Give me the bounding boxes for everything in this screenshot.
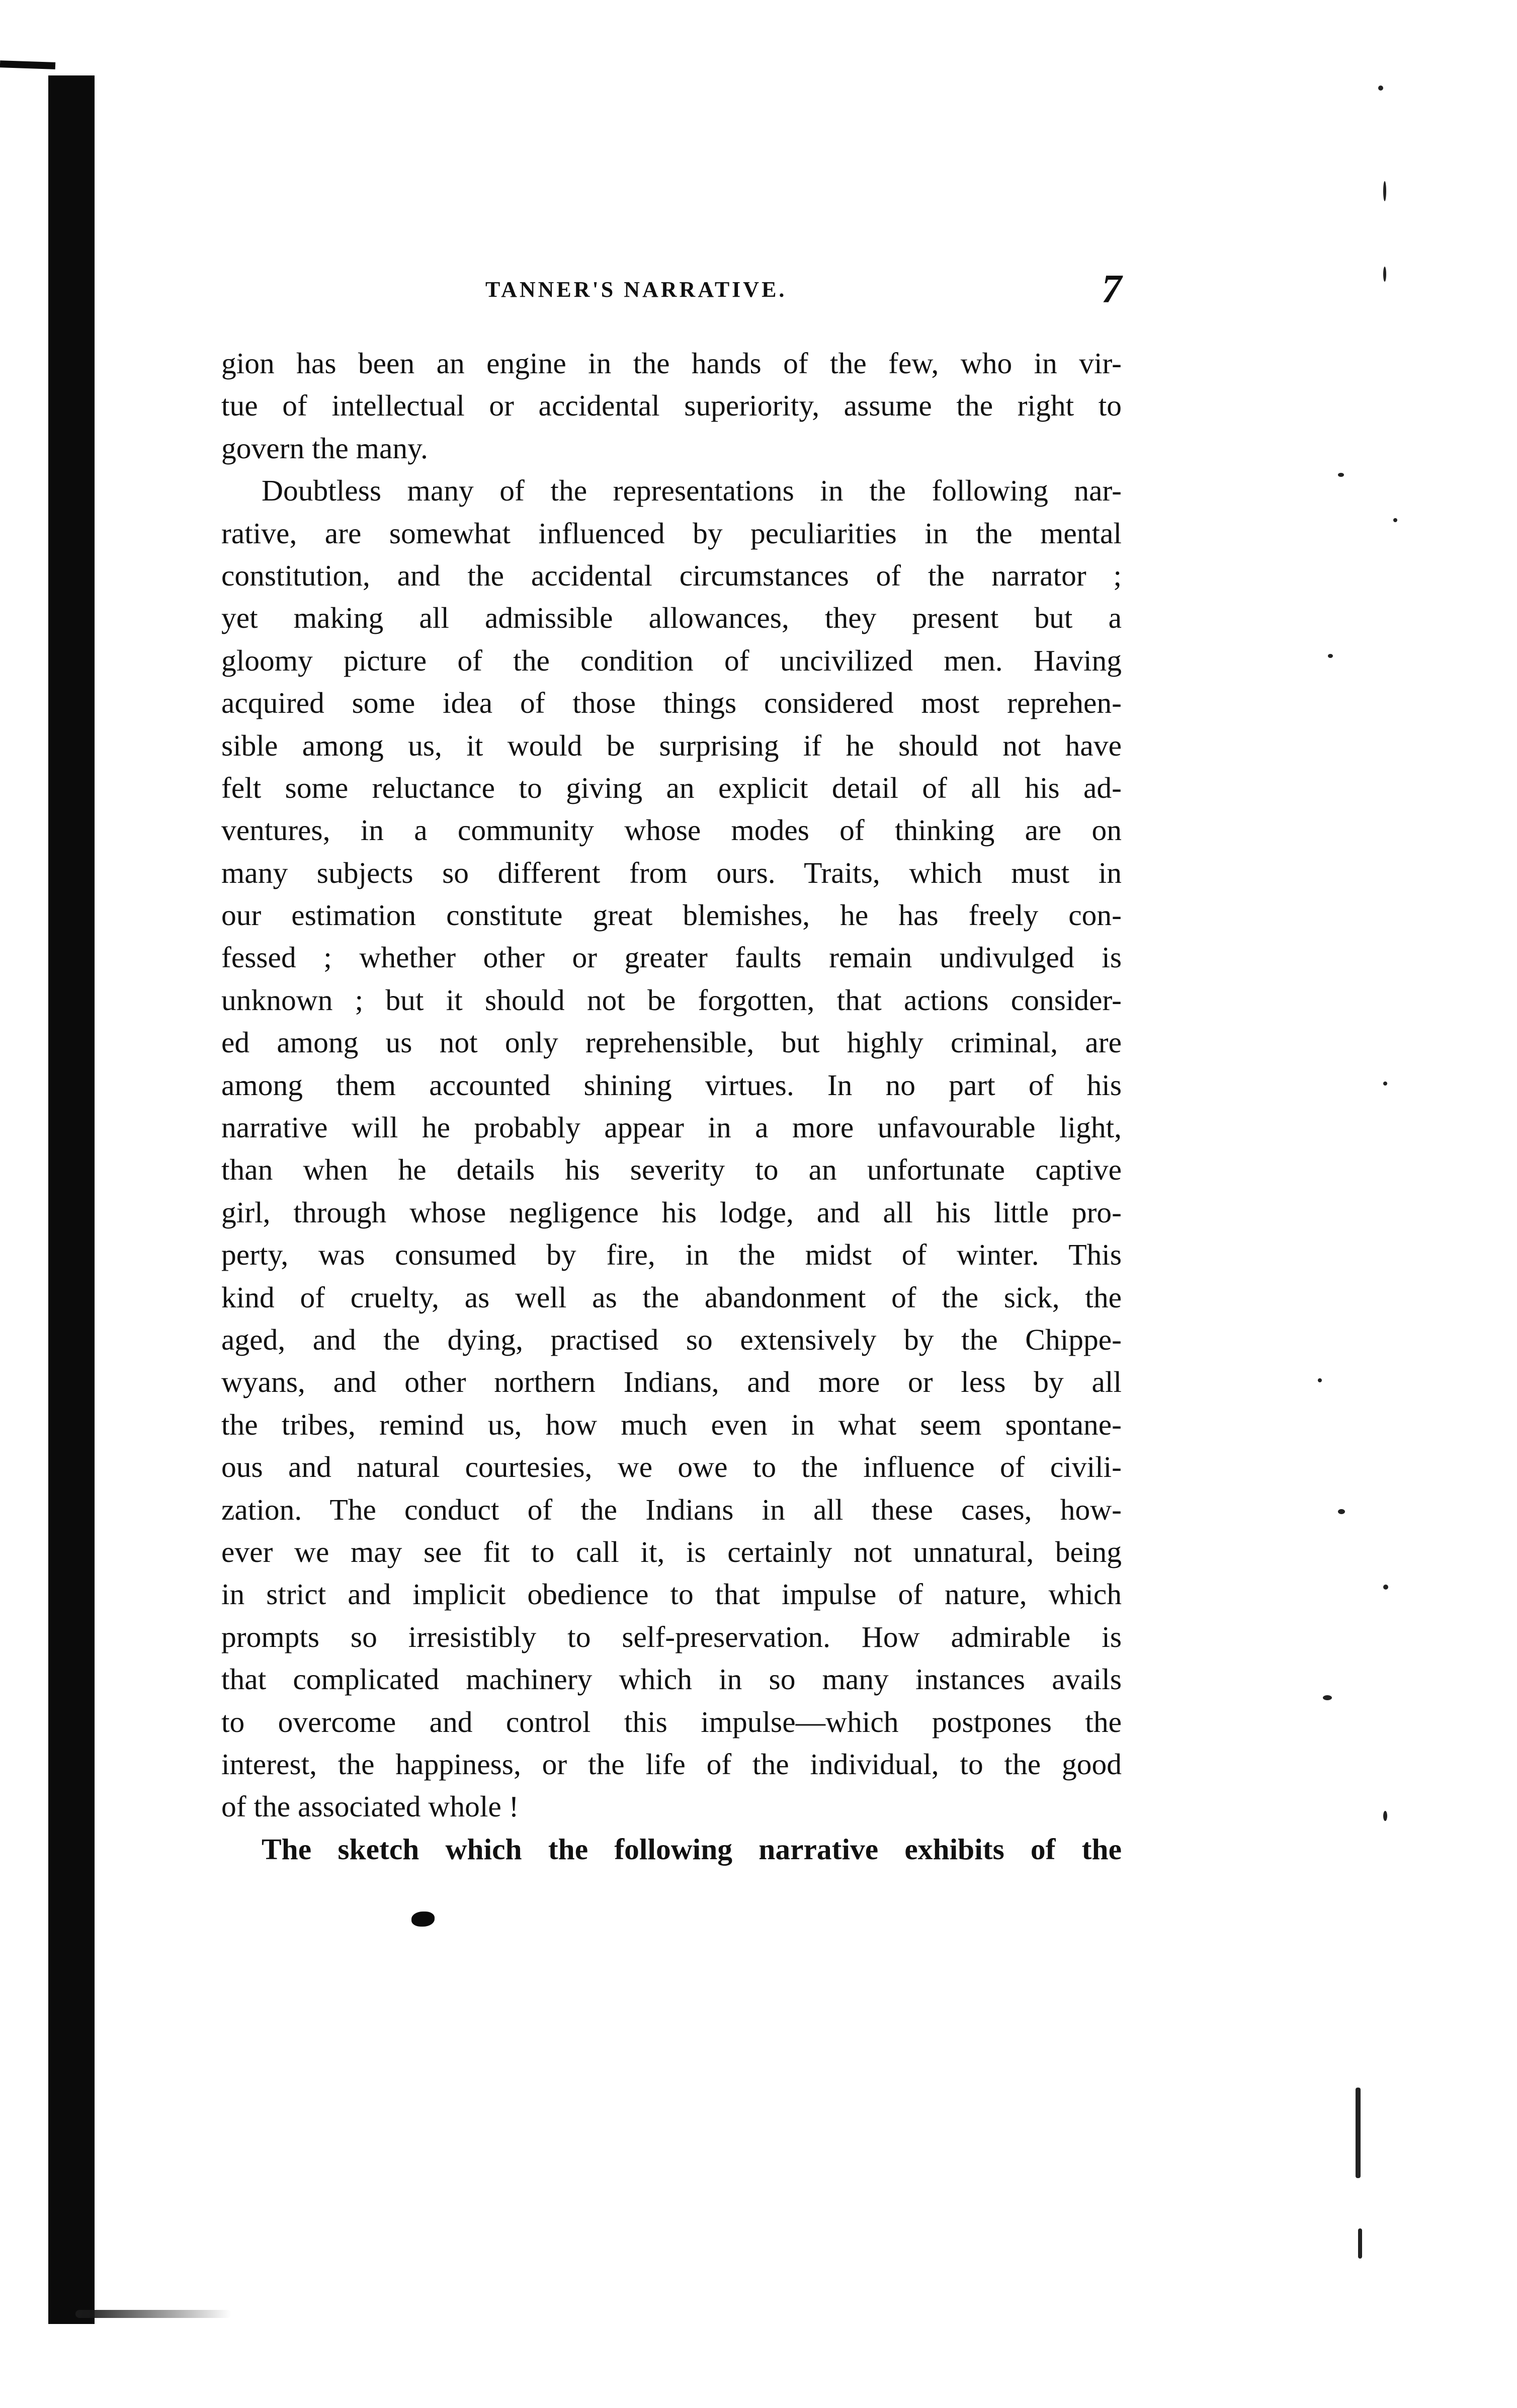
text-line: than when he details his severity to an unfortunate captive	[221, 1153, 1122, 1187]
page-number: 7	[1102, 267, 1122, 311]
text-line: sible among us, it would be surprising if he should not have	[221, 728, 1122, 762]
text-line: gion has been an engine in the hands of the few, who in vir-	[221, 347, 1122, 380]
text-line: wyans, and other northern Indians, and more or less by all	[221, 1365, 1122, 1399]
text-line: The sketch which the following narrative exhibits of the	[262, 1832, 1122, 1866]
scan-noise-edge	[1308, 75, 1428, 2314]
text-line: constitution, and the accidental circumstances of the narrator ;	[221, 558, 1122, 592]
text-line: kind of cruelty, as well as the abandonment of the sick, the	[221, 1280, 1122, 1314]
page-binding-edge	[48, 75, 95, 2324]
text-line: ous and natural courtesies, we owe to the influence of civili-	[221, 1450, 1122, 1484]
text-line: that complicated machinery which in so many instances avails	[221, 1663, 1122, 1696]
text-line: perty, was consumed by fire, in the midst of winter. This	[221, 1238, 1122, 1272]
text-line: felt some reluctance to giving an explicit detail of all his ad-	[221, 771, 1122, 804]
text-line: in strict and implicit obedience to that impulse of nature, which	[221, 1577, 1122, 1611]
text-line: Doubtless many of the representations in the following nar-	[262, 474, 1122, 508]
text-line: gloomy picture of the condition of uncivilized men. Having	[221, 643, 1122, 677]
scan-smudge	[75, 2310, 231, 2318]
text-line: the tribes, remind us, how much even in what seem spontane-	[221, 1407, 1122, 1441]
text-line: of the associated whole !	[221, 1790, 519, 1823]
ink-blot	[411, 1912, 435, 1927]
text-line: among them accounted shining virtues. In no part of his	[221, 1068, 1122, 1102]
text-line: girl, through whose negligence his lodge, and all his little pro-	[221, 1195, 1122, 1229]
text-line: narrative will he probably appear in a more unfavourable light,	[221, 1111, 1122, 1144]
text-line: ventures, in a community whose modes of thinking are on	[221, 813, 1122, 847]
text-line: fessed ; whether other or greater faults remain undivulged is	[221, 941, 1122, 974]
text-line: unknown ; but it should not be forgotten, that actions consider-	[221, 983, 1122, 1017]
text-line: aged, and the dying, practised so extensively by the Chippe-	[221, 1322, 1122, 1356]
page-header	[221, 267, 1122, 317]
text-line: zation. The conduct of the Indians in all these cases, how-	[221, 1492, 1122, 1526]
text-line: acquired some idea of those things considered most reprehen-	[221, 686, 1122, 720]
text-line: govern the many.	[221, 431, 428, 465]
text-line: ed among us not only reprehensible, but highly criminal, are	[221, 1026, 1122, 1059]
text-line: our estimation constitute great blemishes, he has freely con-	[221, 898, 1122, 932]
scan-corner-mark	[0, 60, 55, 69]
text-line: to overcome and control this impulse—which postpones the	[221, 1705, 1122, 1738]
running-title: TANNER'S NARRATIVE.	[485, 277, 787, 302]
text-line: yet making all admissible allowances, they present but a	[221, 601, 1122, 635]
text-line: ever we may see fit to call it, is certainly not unnatural, being	[221, 1535, 1122, 1568]
body-text	[221, 342, 1122, 1870]
text-line: interest, the happiness, or the life of the individual, to the good	[221, 1747, 1122, 1781]
text-line: prompts so irresistibly to self-preservation. How admirable is	[221, 1620, 1122, 1653]
text-line: many subjects so different from ours. Traits, which must in	[221, 856, 1122, 889]
text-line: rative, are somewhat influenced by peculiarities in the mental	[221, 516, 1122, 550]
text-line: tue of intellectual or accidental superiority, assume the right to	[221, 389, 1122, 423]
